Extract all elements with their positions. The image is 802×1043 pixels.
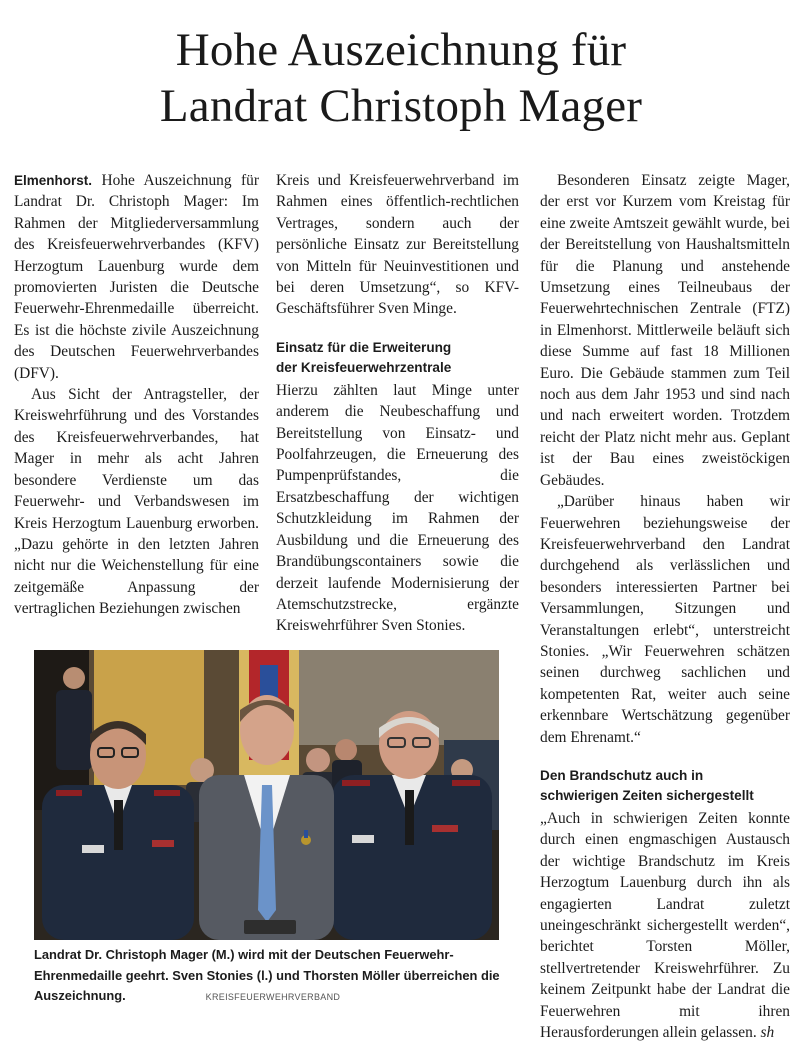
background-person <box>56 690 92 770</box>
award-case <box>244 920 296 934</box>
article-column-2 <box>276 170 519 637</box>
background-person-head <box>306 748 330 772</box>
paragraph <box>540 808 790 1043</box>
background-person-head <box>63 667 85 689</box>
article-column-3 <box>540 170 790 1043</box>
dateline: Elmenhorst. <box>14 173 93 188</box>
photo-illustration <box>34 650 499 940</box>
tie <box>405 790 414 845</box>
background-person-head <box>335 739 357 761</box>
article-photo <box>34 650 499 940</box>
medal-ribbon <box>304 830 308 838</box>
epaulette <box>452 780 480 786</box>
subheading <box>276 338 519 378</box>
name-badge <box>82 845 104 853</box>
photo-caption <box>34 945 504 1008</box>
paragraph: Kreis und Kreisfeuerwehrverband im Rahmen eines öffentlich-rechtlichen Vertrages, sondern auch der persönliche Einsatz zur Bereitstellung von Mitteln für Neuinvestitionen und bei deren Umsetzung“, so KFV-Geschäftsführer Sven Minge. <box>276 172 519 318</box>
ribbon-bar <box>152 840 174 847</box>
epaulette <box>154 790 180 796</box>
subheading-line: der Kreisfeuerwehrzentrale <box>276 359 452 375</box>
subheading-line: Einsatz für die Erweiterung <box>276 339 452 355</box>
paragraph: Aus Sicht der Antragsteller, der Kreiswehrführung und des Vorstandes des Kreisfeuerwehrverbandes, hat Mager in mehr als acht Jahren besondere Verdienste um das Feuerwehr- und Verbandswesen im Kreis Herzogtum Lauenburg erworben. „Dazu gehörte in den letzten Jahren nicht nur die Weichenstellung für eine zeitgemäße Anpassung der vertraglichen Beziehungen zwischen <box>14 386 259 618</box>
photo-credit: KREISFEUERWEHRVERBAND <box>205 992 341 1002</box>
paragraph: „Darüber hinaus haben wir Feuerwehren beziehungsweise der Kreisfeuerwehrverband den Landrat durchgehend als verlässlichen und besonders interessierten Partner bei Versammlungen, Sitzungen und Veranstaltungen erlebt“, unterstreicht Stonies. „Wir Feuerwehren schätzen seinen durchweg sachlichen und kompetenten Rat, weiter auch seine erkennbare Wertschätzung gegenüber dem Ehrenamt.“ <box>540 493 790 746</box>
subheading-line: Den Brandschutz auch in <box>540 767 704 783</box>
paragraph-text: „Auch in schwierigen Zeiten konnte durch einen engmaschigen Austausch der wichtige Brandschutz im Kreis Herzogtum Lauenburg durch ihn als engagierten Landrat zuletzt uneingeschränkt sichergestellt werden“, berichtet Torsten Möller, stellvertretender Kreiswehrführer. Zu keinem Zeitpunkt habe der Landrat die Feuerwehren mit ihren Herausforderungen allein gelassen. <box>540 809 790 1042</box>
caption-text: Landrat Dr. Christoph Mager (M.) wird mit der Deutschen Feuerwehr-Ehrenmedaille geehrt. Sven Stonies (l.) und Thorsten Möller überreichen die Auszeichnung. <box>34 947 500 1003</box>
paragraph-text: Hohe Auszeichnung für Landrat Dr. Christoph Mager: Im Rahmen der Mitgliederversammlung des Kreisfeuerwehrverbandes (KFV) Herzogtum Lauenburg wurde dem promovierten Juristen die Deutsche Feuerwehr-Ehrenmedaille überreicht. Es ist die höchste zivile Auszeichnung des Deutschen Feuerwehrverbandes (DFV). <box>14 172 259 382</box>
paragraph: Hierzu zählten laut Minge unter anderem die Neubeschaffung und Bereitstellung von Einsatz- und Poolfahrzeugen, die Erneuerung des Pumpenprüfstandes, die Ersatzbeschaffung der wichtigen Schutzkleidung im Rahmen der Ausbildung und die Erneuerung des Brandübungscontainers sowie die derzeit laufende Modernisierung der Atemschutzstrecke, ergänzte Kreiswehrführer Sven Stonies. <box>276 381 519 635</box>
name-badge <box>352 835 374 843</box>
headline-line-1: Hohe Auszeichnung für <box>175 24 627 76</box>
headline-line-2: Landrat Christoph Mager <box>159 80 643 132</box>
article-column-1 <box>14 170 259 620</box>
subheading <box>540 766 790 806</box>
epaulette <box>342 780 370 786</box>
epaulette <box>56 790 82 796</box>
tie <box>114 800 123 850</box>
ribbon-bar <box>432 825 458 832</box>
author-signature: sh <box>760 1024 775 1042</box>
subheading-line: schwierigen Zeiten sichergestellt <box>540 787 754 803</box>
headline <box>0 22 802 134</box>
paragraph: Besonderen Einsatz zeigte Mager, der erst vor Kurzem vom Kreistag für eine zweite Amtszeit gewählt wurde, bei der Bereitstellung von Haushaltsmitteln für die Planung und anstehende Umsetzung eines Teilneubaus der Feuerwehrtechnischen Zentrale (FTZ) in Elmenhorst. Mittlerweile beläuft sich diese Summe auf fast 18 Millionen Euro. Die Gebäude stammen zum Teil noch aus dem Jahr 1953 und sind nach und nach erweitert worden. Trotzdem reicht der Platz nicht mehr aus. Geplant ist der Bau eines zweistöckigen Gebäudes. <box>540 172 790 489</box>
paragraph <box>14 170 259 384</box>
